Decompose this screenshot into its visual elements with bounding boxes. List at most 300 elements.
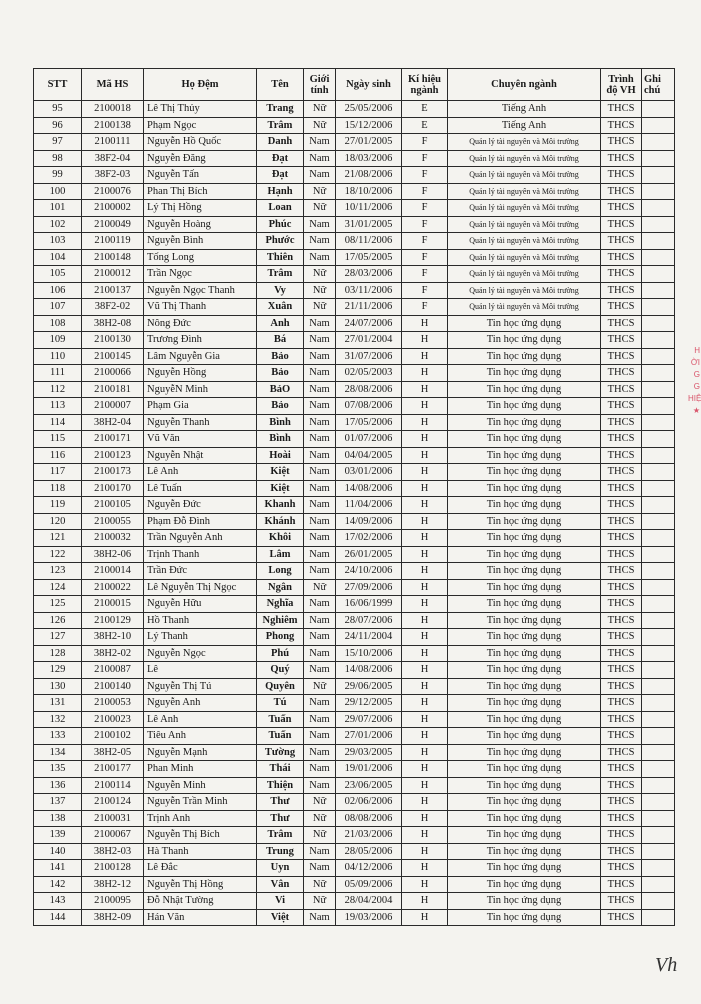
cell-trinh-do: THCS (601, 365, 642, 382)
cell-ghi-chu (642, 431, 675, 448)
cell-gioi-tinh: Nam (304, 365, 336, 382)
table-row (34, 216, 675, 233)
cell-chuyen-nganh: Quản lý tài nguyên và Môi trường (448, 216, 601, 233)
cell-ma-hs: 2100022 (82, 579, 144, 596)
cell-ten: Long (257, 563, 304, 580)
cell-ten: Kiệt (257, 464, 304, 481)
signature-mark: Vh (655, 954, 678, 976)
cell-chuyen-nganh: Tin học ứng dụng (448, 777, 601, 794)
cell-ngay-sinh: 10/11/2006 (336, 200, 402, 217)
cell-ghi-chu (642, 876, 675, 893)
cell-chuyen-nganh: Quản lý tài nguyên và Môi trường (448, 134, 601, 151)
table-row (34, 365, 675, 382)
cell-gioi-tinh: Nữ (304, 827, 336, 844)
cell-ma-hs: 2100031 (82, 810, 144, 827)
cell-ki-hieu: H (402, 315, 448, 332)
cell-ghi-chu (642, 233, 675, 250)
cell-ten: Khanh (257, 497, 304, 514)
cell-ma-hs: 2100173 (82, 464, 144, 481)
cell-ma-hs: 38H2-06 (82, 546, 144, 563)
cell-ghi-chu (642, 101, 675, 118)
header-gioi-tinh-line2: tính (310, 84, 329, 96)
student-list-table (33, 68, 675, 926)
cell-ten: Bá (257, 332, 304, 349)
cell-ma-hs: 2100171 (82, 431, 144, 448)
cell-ghi-chu (642, 761, 675, 778)
header-ten: Tên (257, 69, 304, 101)
table-row (34, 695, 675, 712)
cell-trinh-do: THCS (601, 711, 642, 728)
cell-ghi-chu (642, 497, 675, 514)
cell-trinh-do: THCS (601, 810, 642, 827)
cell-gioi-tinh: Nam (304, 167, 336, 184)
cell-ten: BảO (257, 381, 304, 398)
cell-ho-dem: Nguyễn Ngọc (144, 645, 257, 662)
table-row (34, 876, 675, 893)
cell-stt: 107 (34, 299, 82, 316)
cell-ma-hs: 38F2-02 (82, 299, 144, 316)
cell-ma-hs: 2100119 (82, 233, 144, 250)
cell-gioi-tinh: Nam (304, 629, 336, 646)
cell-trinh-do: THCS (601, 480, 642, 497)
cell-ten: Bảo (257, 398, 304, 415)
cell-ngay-sinh: 28/03/2006 (336, 266, 402, 283)
cell-stt: 114 (34, 414, 82, 431)
cell-gioi-tinh: Nam (304, 860, 336, 877)
cell-ngay-sinh: 14/08/2006 (336, 662, 402, 679)
cell-chuyen-nganh: Tin học ứng dụng (448, 447, 601, 464)
cell-ten: Uyn (257, 860, 304, 877)
cell-ngay-sinh: 27/01/2004 (336, 332, 402, 349)
cell-ki-hieu: H (402, 348, 448, 365)
cell-stt: 128 (34, 645, 82, 662)
cell-trinh-do: THCS (601, 200, 642, 217)
header-ngay-sinh: Ngày sinh (336, 69, 402, 101)
cell-chuyen-nganh: Tin học ứng dụng (448, 563, 601, 580)
cell-trinh-do: THCS (601, 332, 642, 349)
cell-ngay-sinh: 21/11/2006 (336, 299, 402, 316)
cell-chuyen-nganh: Tin học ứng dụng (448, 827, 601, 844)
cell-trinh-do: THCS (601, 431, 642, 448)
cell-ki-hieu: H (402, 909, 448, 926)
cell-ki-hieu: H (402, 893, 448, 910)
cell-ki-hieu: H (402, 332, 448, 349)
cell-gioi-tinh: Nam (304, 414, 336, 431)
cell-stt: 131 (34, 695, 82, 712)
cell-ten: Ngân (257, 579, 304, 596)
cell-gioi-tinh: Nam (304, 315, 336, 332)
cell-ki-hieu: H (402, 596, 448, 613)
cell-chuyen-nganh: Tin học ứng dụng (448, 414, 601, 431)
cell-ngay-sinh: 11/04/2006 (336, 497, 402, 514)
cell-ghi-chu (642, 909, 675, 926)
table-row (34, 909, 675, 926)
cell-ma-hs: 2100177 (82, 761, 144, 778)
cell-gioi-tinh: Nam (304, 464, 336, 481)
cell-trinh-do: THCS (601, 315, 642, 332)
cell-stt: 109 (34, 332, 82, 349)
cell-gioi-tinh: Nữ (304, 299, 336, 316)
cell-ho-dem: Lê Anh (144, 711, 257, 728)
cell-gioi-tinh: Nam (304, 398, 336, 415)
cell-stt: 118 (34, 480, 82, 497)
table-row (34, 200, 675, 217)
cell-stt: 100 (34, 183, 82, 200)
cell-trinh-do: THCS (601, 612, 642, 629)
table-row (34, 662, 675, 679)
cell-ho-dem: Lê Thị Thủy (144, 101, 257, 118)
cell-ten: Danh (257, 134, 304, 151)
cell-stt: 123 (34, 563, 82, 580)
cell-ghi-chu (642, 860, 675, 877)
cell-ten: Tường (257, 744, 304, 761)
cell-ngay-sinh: 17/05/2005 (336, 249, 402, 266)
cell-ngay-sinh: 14/08/2006 (336, 480, 402, 497)
cell-gioi-tinh: Nam (304, 645, 336, 662)
cell-stt: 115 (34, 431, 82, 448)
cell-ki-hieu: H (402, 843, 448, 860)
cell-ki-hieu: H (402, 480, 448, 497)
cell-stt: 126 (34, 612, 82, 629)
cell-stt: 144 (34, 909, 82, 926)
cell-ma-hs: 2100002 (82, 200, 144, 217)
cell-stt: 127 (34, 629, 82, 646)
cell-chuyen-nganh: Tin học ứng dụng (448, 530, 601, 547)
cell-ho-dem: Lê Đắc (144, 860, 257, 877)
cell-chuyen-nganh: Quản lý tài nguyên và Môi trường (448, 167, 601, 184)
cell-chuyen-nganh: Tin học ứng dụng (448, 909, 601, 926)
cell-ngay-sinh: 28/07/2006 (336, 612, 402, 629)
cell-ho-dem: Nguyễn Minh (144, 777, 257, 794)
cell-ten: Tuấn (257, 728, 304, 745)
cell-ho-dem: Hà Thanh (144, 843, 257, 860)
cell-stt: 96 (34, 117, 82, 134)
header-ho-dem: Họ Đệm (144, 69, 257, 101)
cell-trinh-do: THCS (601, 893, 642, 910)
cell-chuyen-nganh: Tin học ứng dụng (448, 464, 601, 481)
cell-trinh-do: THCS (601, 381, 642, 398)
cell-chuyen-nganh: Quản lý tài nguyên và Môi trường (448, 150, 601, 167)
cell-ho-dem: Nguyễn Thị Hồng (144, 876, 257, 893)
cell-chuyen-nganh: Tin học ứng dụng (448, 695, 601, 712)
table-header-row (34, 69, 675, 101)
cell-gioi-tinh: Nữ (304, 579, 336, 596)
table-row (34, 612, 675, 629)
cell-stt: 121 (34, 530, 82, 547)
cell-ten: Loan (257, 200, 304, 217)
cell-ghi-chu (642, 167, 675, 184)
cell-gioi-tinh: Nam (304, 711, 336, 728)
cell-ngay-sinh: 29/07/2006 (336, 711, 402, 728)
cell-gioi-tinh: Nam (304, 233, 336, 250)
cell-chuyen-nganh: Quản lý tài nguyên và Môi trường (448, 183, 601, 200)
cell-trinh-do: THCS (601, 843, 642, 860)
cell-ki-hieu: H (402, 695, 448, 712)
cell-ngay-sinh: 14/09/2006 (336, 513, 402, 530)
table-row (34, 596, 675, 613)
table-row (34, 827, 675, 844)
cell-ki-hieu: F (402, 167, 448, 184)
header-trinh-do-line1: Trình (608, 73, 634, 85)
table-row (34, 563, 675, 580)
cell-ki-hieu: H (402, 827, 448, 844)
cell-ngay-sinh: 18/10/2006 (336, 183, 402, 200)
cell-ho-dem: Phan Minh (144, 761, 257, 778)
cell-ma-hs: 2100148 (82, 249, 144, 266)
cell-ghi-chu (642, 414, 675, 431)
cell-ki-hieu: H (402, 546, 448, 563)
cell-ho-dem: Nguyễn Hữu (144, 596, 257, 613)
cell-ho-dem: Nguyễn Hồ Quốc (144, 134, 257, 151)
cell-trinh-do: THCS (601, 348, 642, 365)
cell-ho-dem: Lý Thị Hồng (144, 200, 257, 217)
cell-ghi-chu (642, 464, 675, 481)
cell-ho-dem: Phạm Gia (144, 398, 257, 415)
red-stamp-fragment: H ỜI G G HIỆ ★ (688, 346, 701, 415)
cell-ngay-sinh: 26/01/2005 (336, 546, 402, 563)
cell-trinh-do: THCS (601, 167, 642, 184)
cell-ki-hieu: H (402, 711, 448, 728)
cell-stt: 140 (34, 843, 82, 860)
cell-ten: Vy (257, 282, 304, 299)
cell-ten: Bảo (257, 365, 304, 382)
cell-ghi-chu (642, 629, 675, 646)
cell-ki-hieu: F (402, 134, 448, 151)
cell-ngay-sinh: 21/08/2006 (336, 167, 402, 184)
cell-ten: Tú (257, 695, 304, 712)
cell-ghi-chu (642, 744, 675, 761)
cell-ki-hieu: H (402, 612, 448, 629)
table-row (34, 794, 675, 811)
cell-ma-hs: 38F2-04 (82, 150, 144, 167)
cell-ngay-sinh: 27/01/2005 (336, 134, 402, 151)
cell-ghi-chu (642, 513, 675, 530)
cell-trinh-do: THCS (601, 728, 642, 745)
cell-ho-dem: Lý Thanh (144, 629, 257, 646)
cell-ngay-sinh: 15/12/2006 (336, 117, 402, 134)
cell-chuyen-nganh: Tin học ứng dụng (448, 381, 601, 398)
cell-stt: 98 (34, 150, 82, 167)
cell-trinh-do: THCS (601, 150, 642, 167)
cell-ghi-chu (642, 728, 675, 745)
cell-ngay-sinh: 05/09/2006 (336, 876, 402, 893)
cell-ho-dem: Nguyễn Hoàng (144, 216, 257, 233)
cell-chuyen-nganh: Quản lý tài nguyên và Môi trường (448, 200, 601, 217)
cell-ho-dem: Lê Anh (144, 464, 257, 481)
cell-stt: 101 (34, 200, 82, 217)
cell-gioi-tinh: Nữ (304, 266, 336, 283)
cell-ki-hieu: E (402, 117, 448, 134)
cell-ho-dem: Lê Tuấn (144, 480, 257, 497)
table-row (34, 629, 675, 646)
cell-ho-dem: Nguyễn Thanh (144, 414, 257, 431)
cell-ma-hs: 38H2-09 (82, 909, 144, 926)
cell-chuyen-nganh: Tin học ứng dụng (448, 893, 601, 910)
cell-ghi-chu (642, 810, 675, 827)
cell-ki-hieu: H (402, 810, 448, 827)
table-row (34, 348, 675, 365)
cell-trinh-do: THCS (601, 777, 642, 794)
cell-ma-hs: 38H2-10 (82, 629, 144, 646)
cell-ghi-chu (642, 546, 675, 563)
cell-ten: Phúc (257, 216, 304, 233)
table-row (34, 266, 675, 283)
cell-ma-hs: 2100018 (82, 101, 144, 118)
cell-trinh-do: THCS (601, 662, 642, 679)
table-row (34, 728, 675, 745)
cell-ho-dem: NguyễN Minh (144, 381, 257, 398)
cell-ten: Trung (257, 843, 304, 860)
cell-ma-hs: 2100114 (82, 777, 144, 794)
cell-ten: Thư (257, 794, 304, 811)
cell-ki-hieu: F (402, 150, 448, 167)
cell-chuyen-nganh: Tin học ứng dụng (448, 810, 601, 827)
cell-ho-dem: Hồ Thanh (144, 612, 257, 629)
cell-trinh-do: THCS (601, 563, 642, 580)
cell-trinh-do: THCS (601, 794, 642, 811)
cell-ten: Việt (257, 909, 304, 926)
cell-ho-dem: Trịnh Anh (144, 810, 257, 827)
cell-chuyen-nganh: Tin học ứng dụng (448, 761, 601, 778)
cell-trinh-do: THCS (601, 678, 642, 695)
cell-ma-hs: 38H2-08 (82, 315, 144, 332)
cell-gioi-tinh: Nữ (304, 101, 336, 118)
cell-ngay-sinh: 02/05/2003 (336, 365, 402, 382)
cell-chuyen-nganh: Tin học ứng dụng (448, 497, 601, 514)
cell-stt: 104 (34, 249, 82, 266)
table-row (34, 843, 675, 860)
cell-ma-hs: 2100181 (82, 381, 144, 398)
cell-ho-dem: Lê (144, 662, 257, 679)
cell-ten: Trâm (257, 266, 304, 283)
cell-ki-hieu: H (402, 563, 448, 580)
cell-stt: 135 (34, 761, 82, 778)
cell-stt: 112 (34, 381, 82, 398)
cell-trinh-do: THCS (601, 761, 642, 778)
table-row (34, 249, 675, 266)
cell-ho-dem: Trịnh Thanh (144, 546, 257, 563)
table-row (34, 744, 675, 761)
cell-ngay-sinh: 07/08/2006 (336, 398, 402, 415)
cell-gioi-tinh: Nam (304, 134, 336, 151)
cell-ngay-sinh: 27/01/2006 (336, 728, 402, 745)
cell-ma-hs: 2100066 (82, 365, 144, 382)
cell-ghi-chu (642, 381, 675, 398)
header-gioi-tinh-line1: Giới (309, 73, 330, 85)
cell-ma-hs: 2100128 (82, 860, 144, 877)
cell-stt: 136 (34, 777, 82, 794)
cell-chuyen-nganh: Quản lý tài nguyên và Môi trường (448, 299, 601, 316)
cell-gioi-tinh: Nữ (304, 810, 336, 827)
cell-ki-hieu: H (402, 629, 448, 646)
cell-ngay-sinh: 29/12/2005 (336, 695, 402, 712)
cell-ho-dem: Nguyễn Ngọc Thanh (144, 282, 257, 299)
cell-gioi-tinh: Nam (304, 447, 336, 464)
cell-ho-dem: Hán Văn (144, 909, 257, 926)
cell-chuyen-nganh: Tin học ứng dụng (448, 645, 601, 662)
cell-ki-hieu: H (402, 744, 448, 761)
cell-ho-dem: Tống Long (144, 249, 257, 266)
cell-ho-dem: Nguyễn Trần Minh (144, 794, 257, 811)
cell-ho-dem: Trương Đình (144, 332, 257, 349)
cell-ho-dem: Trần Ngọc (144, 266, 257, 283)
cell-ho-dem: Nông Đức (144, 315, 257, 332)
cell-ngay-sinh: 08/11/2006 (336, 233, 402, 250)
cell-ngay-sinh: 28/05/2006 (336, 843, 402, 860)
cell-ma-hs: 2100053 (82, 695, 144, 712)
cell-ten: Thư (257, 810, 304, 827)
cell-ki-hieu: H (402, 728, 448, 745)
cell-ma-hs: 38H2-02 (82, 645, 144, 662)
cell-stt: 116 (34, 447, 82, 464)
cell-ghi-chu (642, 777, 675, 794)
cell-ghi-chu (642, 612, 675, 629)
cell-ho-dem: Nguyễn Hồng (144, 365, 257, 382)
cell-ma-hs: 2100087 (82, 662, 144, 679)
cell-chuyen-nganh: Quản lý tài nguyên và Môi trường (448, 266, 601, 283)
cell-gioi-tinh: Nam (304, 497, 336, 514)
cell-gioi-tinh: Nữ (304, 117, 336, 134)
cell-chuyen-nganh: Tin học ứng dụng (448, 546, 601, 563)
cell-stt: 137 (34, 794, 82, 811)
cell-trinh-do: THCS (601, 546, 642, 563)
cell-gioi-tinh: Nam (304, 249, 336, 266)
cell-chuyen-nganh: Tin học ứng dụng (448, 860, 601, 877)
cell-ghi-chu (642, 315, 675, 332)
cell-ngay-sinh: 16/06/1999 (336, 596, 402, 613)
cell-ghi-chu (642, 299, 675, 316)
cell-chuyen-nganh: Tin học ứng dụng (448, 348, 601, 365)
cell-ten: Bảo (257, 348, 304, 365)
cell-ghi-chu (642, 843, 675, 860)
cell-chuyen-nganh: Tin học ứng dụng (448, 398, 601, 415)
cell-ma-hs: 2100140 (82, 678, 144, 695)
cell-ngay-sinh: 25/05/2006 (336, 101, 402, 118)
table-row (34, 332, 675, 349)
cell-trinh-do: THCS (601, 513, 642, 530)
header-ki-hieu-nganh (402, 69, 448, 101)
table-row (34, 513, 675, 530)
header-gioi-tinh (304, 69, 336, 101)
table-row (34, 447, 675, 464)
cell-ma-hs: 38H2-03 (82, 843, 144, 860)
cell-ma-hs: 2100076 (82, 183, 144, 200)
cell-ma-hs: 2100123 (82, 447, 144, 464)
cell-ki-hieu: H (402, 860, 448, 877)
cell-gioi-tinh: Nam (304, 761, 336, 778)
cell-gioi-tinh: Nam (304, 744, 336, 761)
cell-stt: 97 (34, 134, 82, 151)
cell-ki-hieu: H (402, 365, 448, 382)
cell-chuyen-nganh: Tin học ứng dụng (448, 480, 601, 497)
cell-gioi-tinh: Nữ (304, 794, 336, 811)
cell-ma-hs: 2100095 (82, 893, 144, 910)
cell-ten: Trang (257, 101, 304, 118)
cell-ghi-chu (642, 216, 675, 233)
cell-ghi-chu (642, 596, 675, 613)
cell-chuyen-nganh: Tin học ứng dụng (448, 843, 601, 860)
cell-trinh-do: THCS (601, 464, 642, 481)
table-row (34, 777, 675, 794)
cell-stt: 132 (34, 711, 82, 728)
cell-ten: Vi (257, 893, 304, 910)
table-row (34, 167, 675, 184)
table-row (34, 530, 675, 547)
cell-gioi-tinh: Nam (304, 695, 336, 712)
cell-ghi-chu (642, 282, 675, 299)
cell-ma-hs: 2100170 (82, 480, 144, 497)
cell-stt: 111 (34, 365, 82, 382)
